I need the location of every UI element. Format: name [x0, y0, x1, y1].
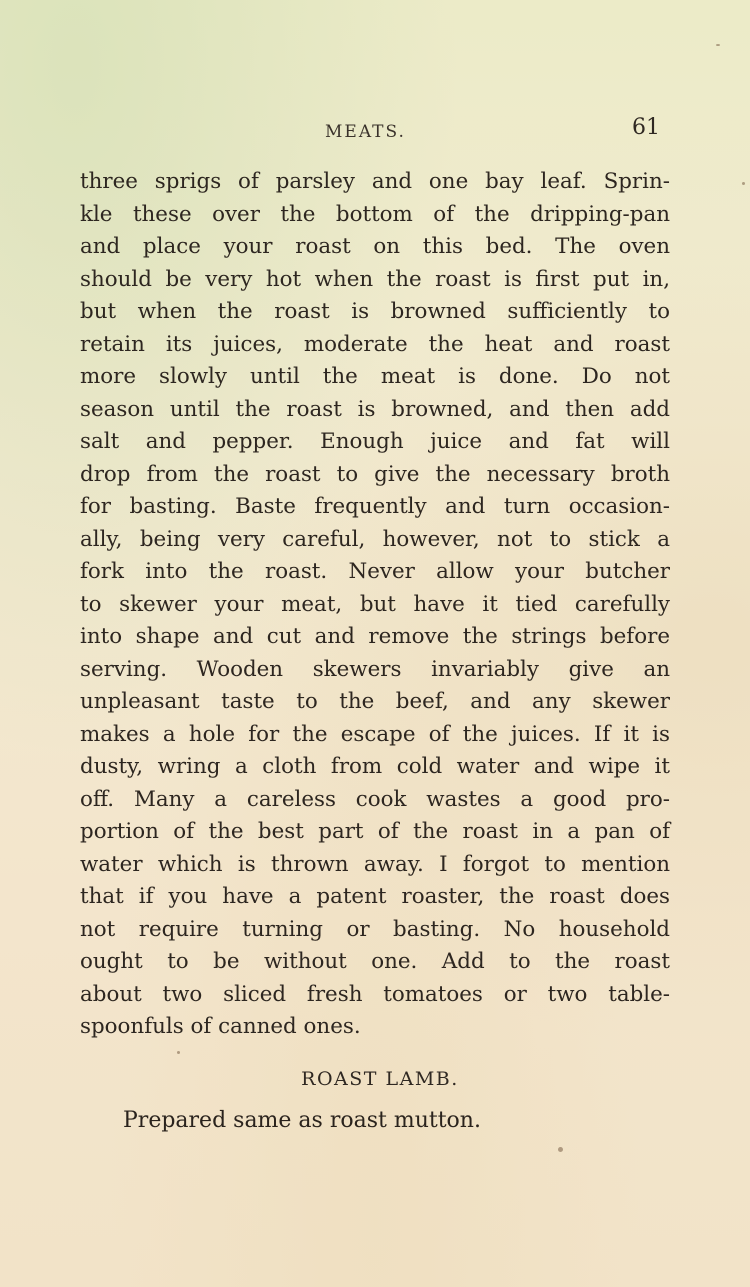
- section-heading: ROAST LAMB.: [301, 1068, 459, 1090]
- text-line: portion of the best part of the roast in a pan of: [80, 819, 670, 844]
- text-line: drop from the roast to give the necessary broth: [80, 461, 670, 487]
- paper-speck: [558, 1147, 563, 1152]
- text-line: water which is thrown away. I forgot to mention: [80, 851, 670, 877]
- paper-speck: [742, 182, 745, 185]
- text-line: but when the roast is browned sufficiently to: [80, 299, 670, 324]
- section-body: Prepared same as roast mutton.: [123, 1108, 481, 1133]
- text-line: spoonfuls of canned ones.: [80, 1014, 361, 1039]
- text-line: kle these over the bottom of the dripping-pan: [80, 201, 670, 227]
- text-line: dusty, wring a cloth from cold water and wipe it: [80, 754, 670, 779]
- text-line: season until the roast is browned, and then add: [80, 396, 670, 422]
- text-line: about two sliced fresh tomatoes or two table-: [80, 981, 670, 1007]
- text-line: three sprigs of parsley and one bay leaf. Sprin-: [80, 169, 670, 194]
- text-line: retain its juices, moderate the heat and roast: [80, 331, 670, 357]
- text-line: ought to be without one. Add to the roast: [80, 949, 670, 974]
- text-line: not require turning or basting. No household: [80, 916, 670, 942]
- text-line: ally, being very careful, however, not to stick a: [80, 526, 670, 552]
- text-line: should be very hot when the roast is first put in,: [80, 266, 670, 292]
- text-line: unpleasant taste to the beef, and any skewer: [80, 689, 670, 714]
- text-line: into shape and cut and remove the strings before: [80, 624, 670, 649]
- text-line: fork into the roast. Never allow your butcher: [80, 559, 670, 584]
- text-line: salt and pepper. Enough juice and fat will: [80, 429, 670, 454]
- text-line: makes a hole for the escape of the juices. If it is: [80, 721, 670, 747]
- text-line: for basting. Baste frequently and turn occasion-: [80, 494, 670, 519]
- text-line: more slowly until the meat is done. Do not: [80, 364, 670, 389]
- text-line: and place your roast on this bed. The oven: [80, 234, 670, 259]
- running-head: MEATS.: [325, 122, 406, 142]
- text-line: to skewer your meat, but have it tied carefully: [80, 591, 670, 617]
- paper-speck: [177, 1051, 180, 1054]
- text-line: that if you have a patent roaster, the roast does: [80, 884, 670, 909]
- text-line: off. Many a careless cook wastes a good pro-: [80, 786, 670, 812]
- paper-speck: [716, 44, 720, 46]
- page-number: 61: [632, 115, 660, 140]
- text-line: serving. Wooden skewers invariably give an: [80, 656, 670, 682]
- body-text: [80, 166, 670, 1044]
